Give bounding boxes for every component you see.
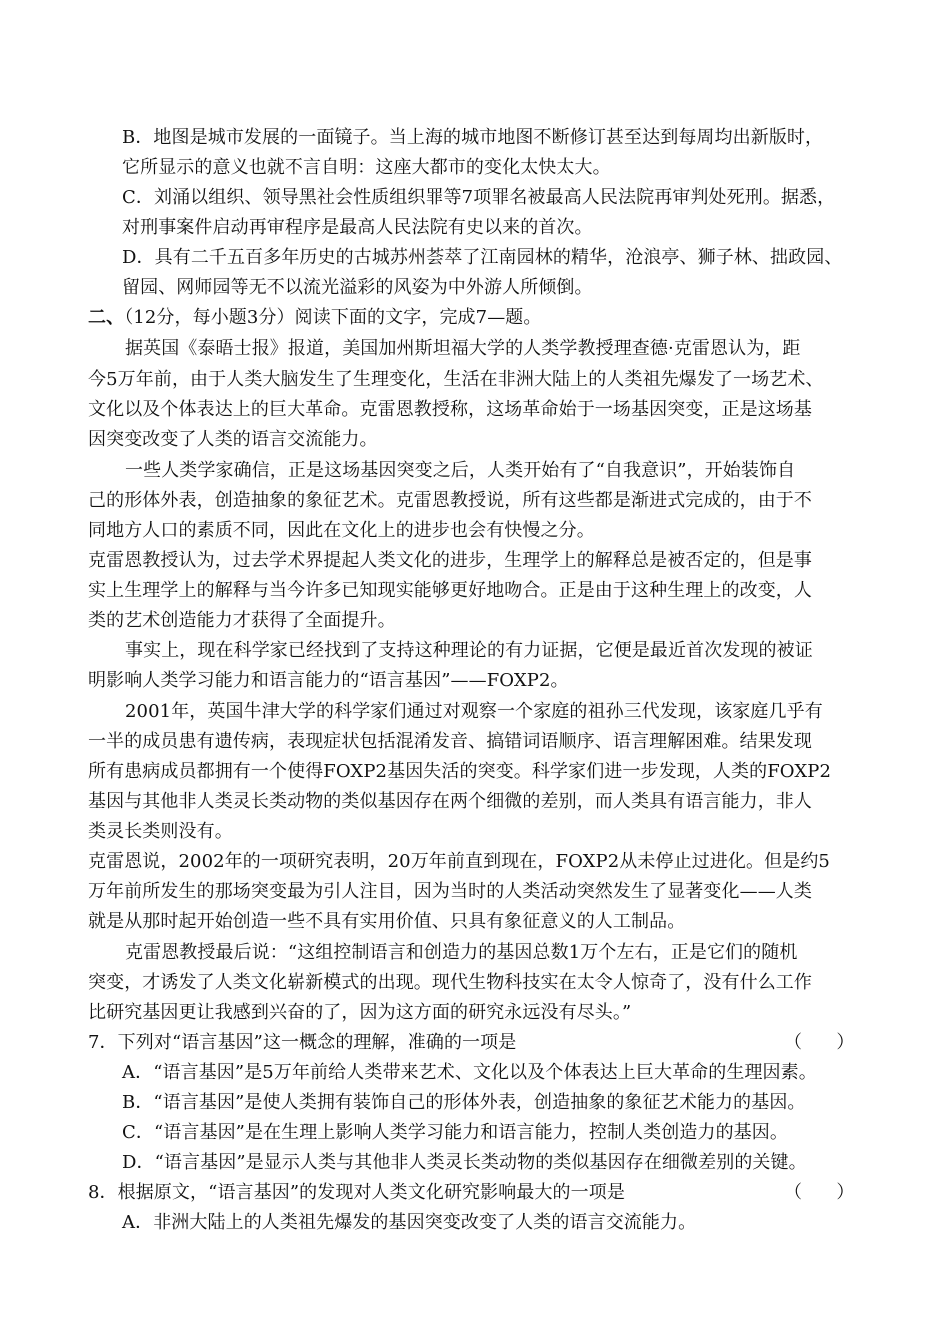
prev-option-c-line1: C．刘涌以组织、领导黑社会性质组织罪等7项罪名被最高人民法院再审判处死刑。据悉，: [122, 187, 836, 208]
q7-answer-blank[interactable]: （ ）: [784, 1032, 855, 1053]
passage-p5-line5: 类灵长类则没有。: [88, 821, 233, 842]
q8-stem: 8．根据原文，“语言基因”的发现对人类文化研究影响最大的一项是: [88, 1182, 625, 1203]
passage-p3-line3: 类的艺术创造能力才获得了全面提升。: [88, 610, 396, 631]
passage-p1-line4: 因突变改变了人类的语言交流能力。: [88, 429, 378, 450]
prev-option-d-line2: 留园、网师园等无不以流光溢彩的风姿为中外游人所倾倒。: [122, 277, 593, 298]
passage-p6-line2: 万年前所发生的那场突变最为引人注目，因为当时的人类活动突然发生了显著变化——人类: [88, 881, 812, 902]
passage-p7-line2: 突变，才诱发了人类文化崭新模式的出现。现代生物科技实在太令人惊奇了，没有什么工作: [88, 972, 812, 993]
q8-option-a: A．非洲大陆上的人类祖先爆发的基因突变改变了人类的语言交流能力。: [122, 1212, 697, 1233]
passage-p1-line1: 据英国《泰晤士报》报道，美国加州斯坦福大学的人类学教授理查德·克雷恩认为，距: [125, 338, 801, 359]
passage-p3-line2: 实上生理学上的解释与当今许多已知现实能够更好地吻合。正是由于这种生理上的改变，人: [88, 580, 812, 601]
passage-p1-line3: 文化以及个体表达上的巨大革命。克雷恩教授称，这场革命始于一场基因突变，正是这场基: [88, 399, 812, 420]
passage-p2-line3: 同地方人口的素质不同，因此在文化上的进步也会有快慢之分。: [88, 520, 595, 541]
passage-p4-line2: 明影响人类学习能力和语言能力的“语言基因”——FOXP2。: [88, 670, 569, 691]
prev-option-d-line1: D．具有二千五百多年历史的古城苏州荟萃了江南园林的精华，沧浪亭、狮子林、拙政园、: [122, 247, 843, 268]
q7-option-a: A．“语言基因”是5万年前给人类带来艺术、文化以及个体表达上巨大革命的生理因素。: [122, 1062, 817, 1083]
passage-p6-line3: 就是从那时起开始创造一些不具有实用价值、只具有象征意义的人工制品。: [88, 911, 686, 932]
passage-p5-line1: 2001年，英国牛津大学的科学家们通过对观察一个家庭的祖孙三代发现，该家庭几乎有: [125, 701, 823, 722]
section-number: 二、: [88, 307, 125, 328]
q7-option-c: C．“语言基因”是在生理上影响人类学习能力和语言能力，控制人类创造力的基因。: [122, 1122, 788, 1143]
passage-p5-line4: 基因与其他非人类灵长类动物的类似基因存在两个细微的差别，而人类具有语言能力，非人: [88, 791, 812, 812]
passage-p4-line1: 事实上，现在科学家已经找到了支持这种理论的有力证据，它便是最近首次发现的被证: [125, 640, 813, 661]
passage-p7-line3: 比研究基因更让我感到兴奋的了，因为这方面的研究永远没有尽头。”: [88, 1002, 632, 1023]
passage-p6-line1: 克雷恩说，2002年的一项研究表明，20万年前直到现在，FOXP2从未停止过进化。但是约5: [88, 851, 830, 872]
passage-p7-line1: 克雷恩教授最后说：“这组控制语言和创造力的基因总数1万个左右，正是它们的随机: [125, 942, 798, 963]
prev-option-b-line2: 它所显示的意义也就不言自明：这座大都市的变化太快太大。: [122, 157, 611, 178]
passage-p1-line2: 今5万年前，由于人类大脑发生了生理变化，生活在非洲大陆上的人类祖先爆发了一场艺术、: [88, 369, 824, 390]
passage-p3-line1: 克雷恩教授认为，过去学术界提起人类文化的进步，生理学上的解释总是被否定的，但是事: [88, 550, 812, 571]
q7-option-d: D．“语言基因”是显示人类与其他非人类灵长类动物的类似基因存在细微差别的关键。: [122, 1152, 807, 1173]
section-instruction: （12分，每小题3分）阅读下面的文字，完成7—题。: [124, 307, 542, 328]
passage-p2-line2: 己的形体外表，创造抽象的象征艺术。克雷恩教授说，所有这些都是渐进式完成的，由于不: [88, 490, 812, 511]
section-heading: [88, 306, 542, 330]
passage-p5-line3: 所有患病成员都拥有一个使得FOXP2基因失活的突变。科学家们进一步发现，人类的FOXP2: [88, 761, 832, 782]
prev-option-b-line1: B．地图是城市发展的一面镜子。当上海的城市地图不断修订甚至达到每周均出新版时，: [122, 127, 824, 148]
q7-stem: 7．下列对“语言基因”这一概念的理解，准确的一项是: [88, 1032, 517, 1053]
passage-p2-line1: 一些人类学家确信，正是这场基因突变之后，人类开始有了“自我意识”，开始装饰自: [125, 460, 796, 481]
passage-p5-line2: 一半的成员患有遗传病，表现症状包括混淆发音、搞错词语顺序、语言理解困难。结果发现: [88, 731, 812, 752]
q8-answer-blank[interactable]: （ ）: [784, 1182, 855, 1203]
q7-option-b: B．“语言基因”是使人类拥有装饰自己的形体外表，创造抽象的象征艺术能力的基因。: [122, 1092, 806, 1113]
prev-option-c-line2: 对刑事案件启动再审程序是最高人民法院有史以来的首次。: [122, 217, 593, 238]
